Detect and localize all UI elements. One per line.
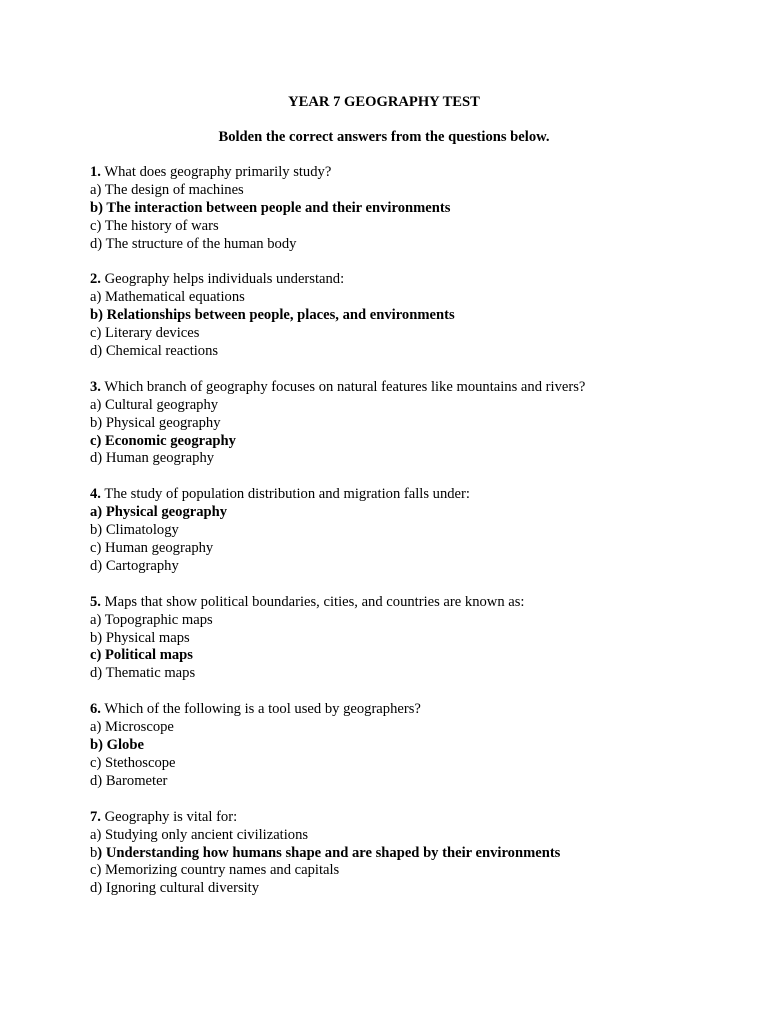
option-text: Cultural geography [105,396,219,413]
option-letter: d) [90,772,103,789]
answer-option [90,862,730,880]
answer-option [90,236,730,254]
option-letter: a) [90,181,102,198]
option-text: Understanding how humans shape and are shaped by their environments [105,844,561,861]
question-stem [90,701,730,719]
question-2 [90,271,730,360]
option-letter: c) [90,217,102,234]
question-stem [90,164,730,182]
option-letter: d) [90,450,103,467]
question-number: 4. [90,486,101,503]
question-6 [90,701,730,790]
option-text: Literary devices [105,325,200,342]
option-letter: c) [90,754,102,771]
answer-option [90,397,730,415]
option-text: Barometer [105,772,168,789]
question-text: Geography helps individuals understand: [104,271,345,288]
option-letter: b [90,844,98,861]
question-text: Which of the following is a tool used by geographers? [104,701,421,718]
answer-option [90,845,730,863]
option-text: The structure of the human body [105,235,297,252]
option-text: Stethoscope [105,754,176,771]
question-list [90,164,730,916]
answer-option [90,433,730,451]
question-stem [90,379,730,397]
answer-option [90,827,730,845]
answer-option [90,522,730,540]
answer-option [90,755,730,773]
question-stem [90,809,730,827]
option-text: Political maps [105,647,193,664]
question-number: 1. [90,164,101,180]
option-text: Cartography [105,557,179,574]
option-text: The design of machines [104,181,244,198]
option-letter: c) [90,647,102,664]
answer-option [90,773,730,791]
answer-option [90,719,730,737]
option-text: Thematic maps [105,665,196,682]
option-text: Mathematical equations [105,289,245,306]
option-letter: a) [90,504,103,521]
answer-option [90,325,730,343]
option-letter: c) [90,862,102,879]
question-stem [90,486,730,504]
option-text: Topographic maps [104,611,213,628]
question-5 [90,594,730,683]
option-text: Human geography [105,450,215,467]
question-1 [90,164,730,253]
option-text: Memorizing country names and capitals [105,862,340,879]
option-text: Ignoring cultural diversity [105,880,260,897]
option-text: Relationships between people, places, and environments [106,307,455,324]
answer-option [90,343,730,361]
answer-option [90,415,730,433]
option-text: Studying only ancient civilizations [105,826,309,843]
option-text: Economic geography [105,432,236,449]
option-letter: c) [90,540,102,557]
option-text: Climatology [105,522,179,539]
question-number: 3. [90,378,101,395]
answer-option [90,450,730,468]
question-text: Which branch of geography focuses on natural features like mountains and rivers? [104,378,586,395]
option-letter: d) [90,235,103,252]
option-text: Chemical reactions [105,343,219,360]
question-7 [90,809,730,898]
option-text: Physical geography [105,414,221,431]
option-text: Physical maps [105,629,190,646]
answer-option [90,558,730,576]
option-text: Physical geography [105,504,228,521]
option-letter: a) [90,611,102,628]
question-number: 7. [90,808,101,825]
option-text: Human geography [105,540,214,557]
answer-option [90,630,730,648]
answer-option [90,737,730,755]
option-letter: a) [90,396,102,413]
answer-option [90,612,730,630]
answer-option [90,289,730,307]
question-stem [90,594,730,612]
question-3 [90,379,730,468]
option-letter: b) [90,629,103,646]
option-letter: b) [90,414,103,431]
option-letter: c) [90,325,102,342]
answer-option [90,200,730,218]
option-letter: d) [90,343,103,360]
answer-option [90,540,730,558]
option-letter: a) [90,719,102,736]
option-letter: b) [90,199,103,216]
answer-option [90,647,730,665]
answer-option [90,504,730,522]
answer-option [90,218,730,236]
question-number: 5. [90,593,101,610]
question-text: Geography is vital for: [104,808,238,825]
question-4 [90,486,730,575]
option-letter: b) [90,737,103,754]
question-number: 6. [90,701,101,718]
option-letter-suffix: ) [97,844,103,861]
option-text: The interaction between people and their environments [106,199,451,216]
question-text: Maps that show political boundaries, cities, and countries are known as: [104,593,525,610]
option-text: Globe [106,737,144,754]
option-letter: c) [90,432,102,449]
answer-option [90,307,730,325]
answer-option [90,665,730,683]
question-number: 2. [90,271,101,288]
question-stem [90,271,730,289]
option-text: The history of wars [104,217,219,234]
answer-option [90,182,730,200]
answer-option [90,880,730,898]
option-letter: d) [90,880,103,897]
option-letter: d) [90,557,103,574]
option-letter: a) [90,826,102,843]
question-text: The study of population distribution and migration falls under: [104,486,470,503]
document-instructions: Bolden the correct answers from the questions below. [218,129,550,145]
option-letter: d) [90,665,103,682]
option-letter: b) [90,522,103,539]
option-text: Microscope [105,719,174,736]
document-title: YEAR 7 GEOGRAPHY TEST [288,94,480,110]
option-letter: a) [90,289,102,306]
question-text: What does geography primarily study? [104,164,332,180]
option-letter: b) [90,307,103,324]
